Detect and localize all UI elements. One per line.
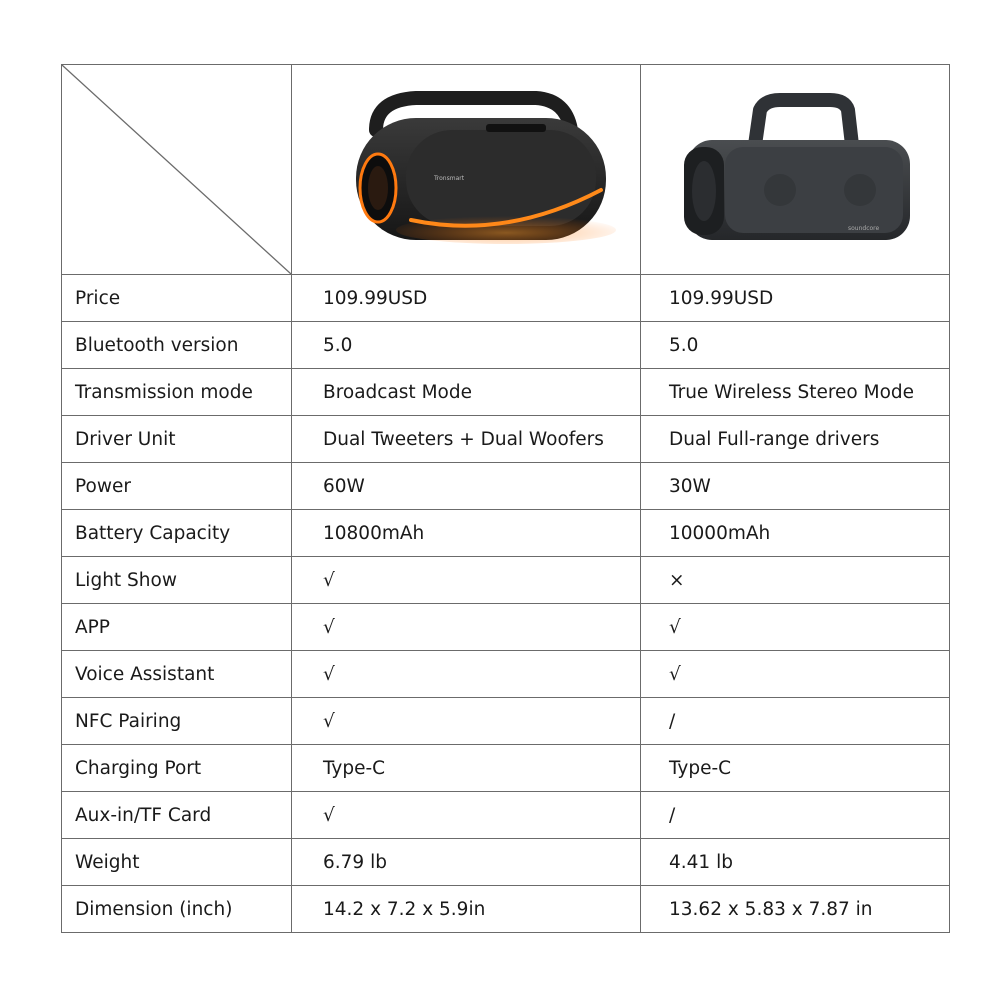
product-b-value: 5.0	[641, 322, 950, 369]
product-b-value: √	[641, 651, 950, 698]
speaker-b-image	[670, 85, 920, 255]
table-row	[62, 322, 950, 369]
product-a-value: 109.99USD	[292, 275, 641, 322]
product-b-value: True Wireless Stereo Mode	[641, 369, 950, 416]
comparison-table	[61, 64, 950, 933]
row-label: Power	[62, 463, 292, 510]
product-b-value: 30W	[641, 463, 950, 510]
product-b-value: 10000mAh	[641, 510, 950, 557]
row-label: APP	[62, 604, 292, 651]
product-a-value: 14.2 x 7.2 x 5.9in	[292, 886, 641, 933]
table-row	[62, 745, 950, 792]
row-label: Driver Unit	[62, 416, 292, 463]
product-b-value: ×	[641, 557, 950, 604]
table-row	[62, 698, 950, 745]
product-a-value: √	[292, 557, 641, 604]
diagonal-line	[62, 65, 291, 274]
product-b-value: 4.41 lb	[641, 839, 950, 886]
row-label: Bluetooth version	[62, 322, 292, 369]
row-label: Light Show	[62, 557, 292, 604]
row-label: Weight	[62, 839, 292, 886]
corner-cell	[62, 65, 292, 275]
product-a-value: √	[292, 792, 641, 839]
table-row	[62, 604, 950, 651]
product-a-value: Broadcast Mode	[292, 369, 641, 416]
table-row	[62, 463, 950, 510]
product-b-cell	[641, 65, 950, 275]
table-row	[62, 369, 950, 416]
row-label: Voice Assistant	[62, 651, 292, 698]
row-label: NFC Pairing	[62, 698, 292, 745]
row-label: Charging Port	[62, 745, 292, 792]
product-a-value: Type-C	[292, 745, 641, 792]
product-a-value: √	[292, 604, 641, 651]
table-row	[62, 839, 950, 886]
product-b-value: Dual Full-range drivers	[641, 416, 950, 463]
product-a-value: 60W	[292, 463, 641, 510]
product-b-value: 109.99USD	[641, 275, 950, 322]
product-a-cell	[292, 65, 641, 275]
header-row	[62, 65, 950, 275]
speaker-b-brand: soundcore	[848, 224, 880, 232]
speaker-a-image	[316, 80, 616, 260]
row-label: Aux-in/TF Card	[62, 792, 292, 839]
table-row	[62, 651, 950, 698]
product-a-value: 10800mAh	[292, 510, 641, 557]
row-label: Dimension (inch)	[62, 886, 292, 933]
product-b-value: √	[641, 604, 950, 651]
table-row	[62, 886, 950, 933]
product-a-value: Dual Tweeters + Dual Woofers	[292, 416, 641, 463]
row-label: Battery Capacity	[62, 510, 292, 557]
table-row	[62, 510, 950, 557]
product-b-value: 13.62 x 5.83 x 7.87 in	[641, 886, 950, 933]
table-row	[62, 557, 950, 604]
product-b-value: /	[641, 792, 950, 839]
product-a-value: 5.0	[292, 322, 641, 369]
table-row	[62, 275, 950, 322]
table-row	[62, 416, 950, 463]
row-label: Transmission mode	[62, 369, 292, 416]
table-row	[62, 792, 950, 839]
product-b-value: /	[641, 698, 950, 745]
product-a-value: 6.79 lb	[292, 839, 641, 886]
row-label: Price	[62, 275, 292, 322]
product-b-value: Type-C	[641, 745, 950, 792]
speaker-a-brand: Tronsmart	[434, 174, 465, 182]
product-a-value: √	[292, 698, 641, 745]
product-a-value: √	[292, 651, 641, 698]
